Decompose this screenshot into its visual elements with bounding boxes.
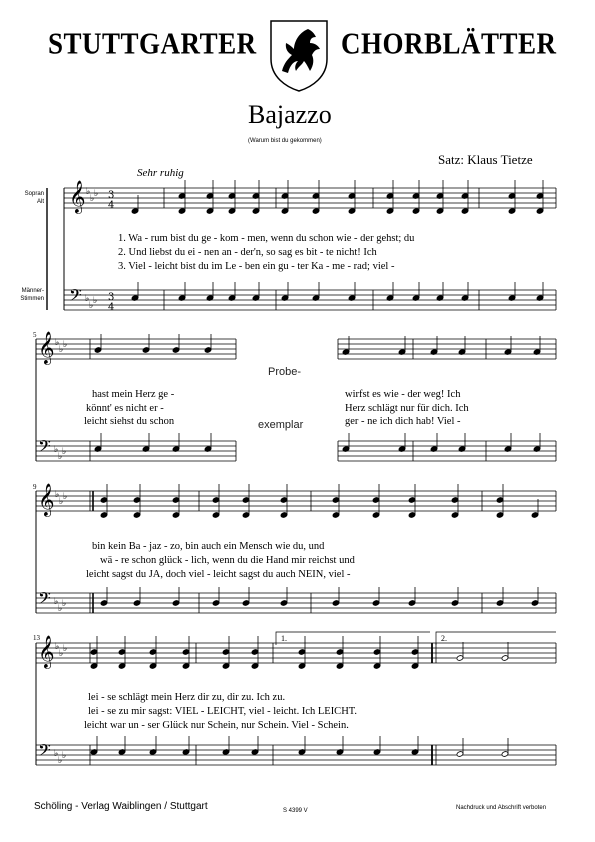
lyrics-verse3-system3: leicht sagst du JA, doch viel - leicht sagst du auch NEIN, viel - [86,569,351,580]
lyrics-verse3-system1: 3. Viel - leicht bist du im Le - ben ein gu - ter Ka - me - rad; viel - [118,261,395,272]
lyrics-verse1-system4: lei - se schlägt mein Herz dir zu, dir zu. Ich zu. [88,692,286,703]
lyrics-verse3-system2a: leicht siehst du schon [84,416,175,427]
lyrics-verse3-system4: leicht war un - ser Glück nur Schein, nur Schein. Viel - Schein. [84,720,349,731]
treble-clef-icon: 𝄞 [69,180,86,213]
copyright-notice: Nachdruck und Abschrift verboten [456,805,547,811]
series-title-left: STUTTGARTER [48,26,257,61]
lyrics-verse2-system3: wä - re schon glück - lich, wenn du die Hand mir reichst und [100,555,355,566]
flat-icon: ♭ [90,194,95,204]
flat-icon: ♭ [54,597,59,607]
time-signature-icon: 4 [108,302,115,313]
volta-first-label: 1. [281,634,287,643]
bass-clef-icon: 𝄢 [38,436,51,460]
flat-icon: ♭ [59,497,64,507]
flat-icon: ♭ [62,599,67,609]
treble-clef-icon: 𝄞 [38,331,55,364]
flat-icon: ♭ [62,751,67,761]
tempo-marking: Sehr ruhig [137,167,184,179]
flat-icon: ♭ [55,490,60,500]
lyrics-verse3-system2b: ger - ne ich dich hab! Viel - [345,416,461,427]
flat-icon: ♭ [55,338,60,348]
voice-label-men-line2: Stimmen [20,295,44,302]
flat-icon: ♭ [93,296,98,306]
voice-label-alto: Alt [36,198,44,205]
flat-icon: ♭ [63,492,68,502]
flat-icon: ♭ [62,447,67,457]
lyrics-verse1-system1: 1. Wa - rum bist du ge - kom - men, wenn du schon wie - der gehst; du [118,233,415,244]
bass-clef-icon: 𝄢 [38,740,51,764]
flat-icon: ♭ [85,294,90,304]
arranger-credit: Satz: Klaus Tietze [438,152,533,167]
watermark-line2: exemplar [258,419,304,431]
song-subtitle: (Warum bist du gekommen) [248,138,322,144]
treble-clef-icon: 𝄞 [38,483,55,516]
lyrics-verse2-system2b: Herz schlägt nur für dich. Ich [345,403,469,414]
flat-icon: ♭ [59,345,64,355]
lyrics-verse2-system2a: könnt' es nicht er - [86,403,164,414]
flat-icon: ♭ [59,649,64,659]
flat-icon: ♭ [94,189,99,199]
flat-icon: ♭ [63,644,68,654]
voice-label-men-line1: Männer- [21,288,44,294]
flat-icon: ♭ [58,452,63,462]
bass-clef-icon: 𝄢 [38,588,51,612]
time-signature-icon: 3 [108,190,115,201]
measure-number-13: 13 [33,634,40,642]
flat-icon: ♭ [55,642,60,652]
time-signature-icon: 3 [108,292,115,303]
catalog-number: S 4399 V [283,808,308,814]
flat-icon: ♭ [89,301,94,311]
lyrics-verse1-system3: bin kein Ba - jaz - zo, bin auch ein Mensch wie du, und [92,541,325,552]
flat-icon: ♭ [54,749,59,759]
lyrics-verse2-system1: 2. Und liebst du ei - nen an - der'n, so sag es bit - te nicht! Ich [118,247,377,258]
lyrics-verse1-system2b: wirfst es wie - der weg! Ich [345,389,461,400]
measure-number-5: 5 [33,331,37,339]
flat-icon: ♭ [54,445,59,455]
flat-icon: ♭ [86,187,91,197]
volta-second-label: 2. [441,634,447,643]
flat-icon: ♭ [63,340,68,350]
series-title-right: CHORBLÄTTER [341,26,557,61]
measure-number-9: 9 [33,483,37,491]
lyrics-verse2-system4: lei - se zu mir sagst: VIEL - LEICHT, viel - leicht. Ich LEICHT. [88,706,358,717]
watermark-line1: Probe- [268,366,302,378]
flat-icon: ♭ [58,756,63,766]
lyrics-verse1-system2a: hast mein Herz ge - [92,389,175,400]
treble-clef-icon: 𝄞 [38,635,55,668]
time-signature-icon: 4 [108,200,115,211]
voice-label-soprano: Sopran [24,191,44,197]
bass-clef-icon: 𝄢 [69,285,82,309]
song-title: Bajazzo [248,100,332,129]
publisher-credit: Schöling - Verlag Waiblingen / Stuttgart [34,801,208,812]
flat-icon: ♭ [58,604,63,614]
